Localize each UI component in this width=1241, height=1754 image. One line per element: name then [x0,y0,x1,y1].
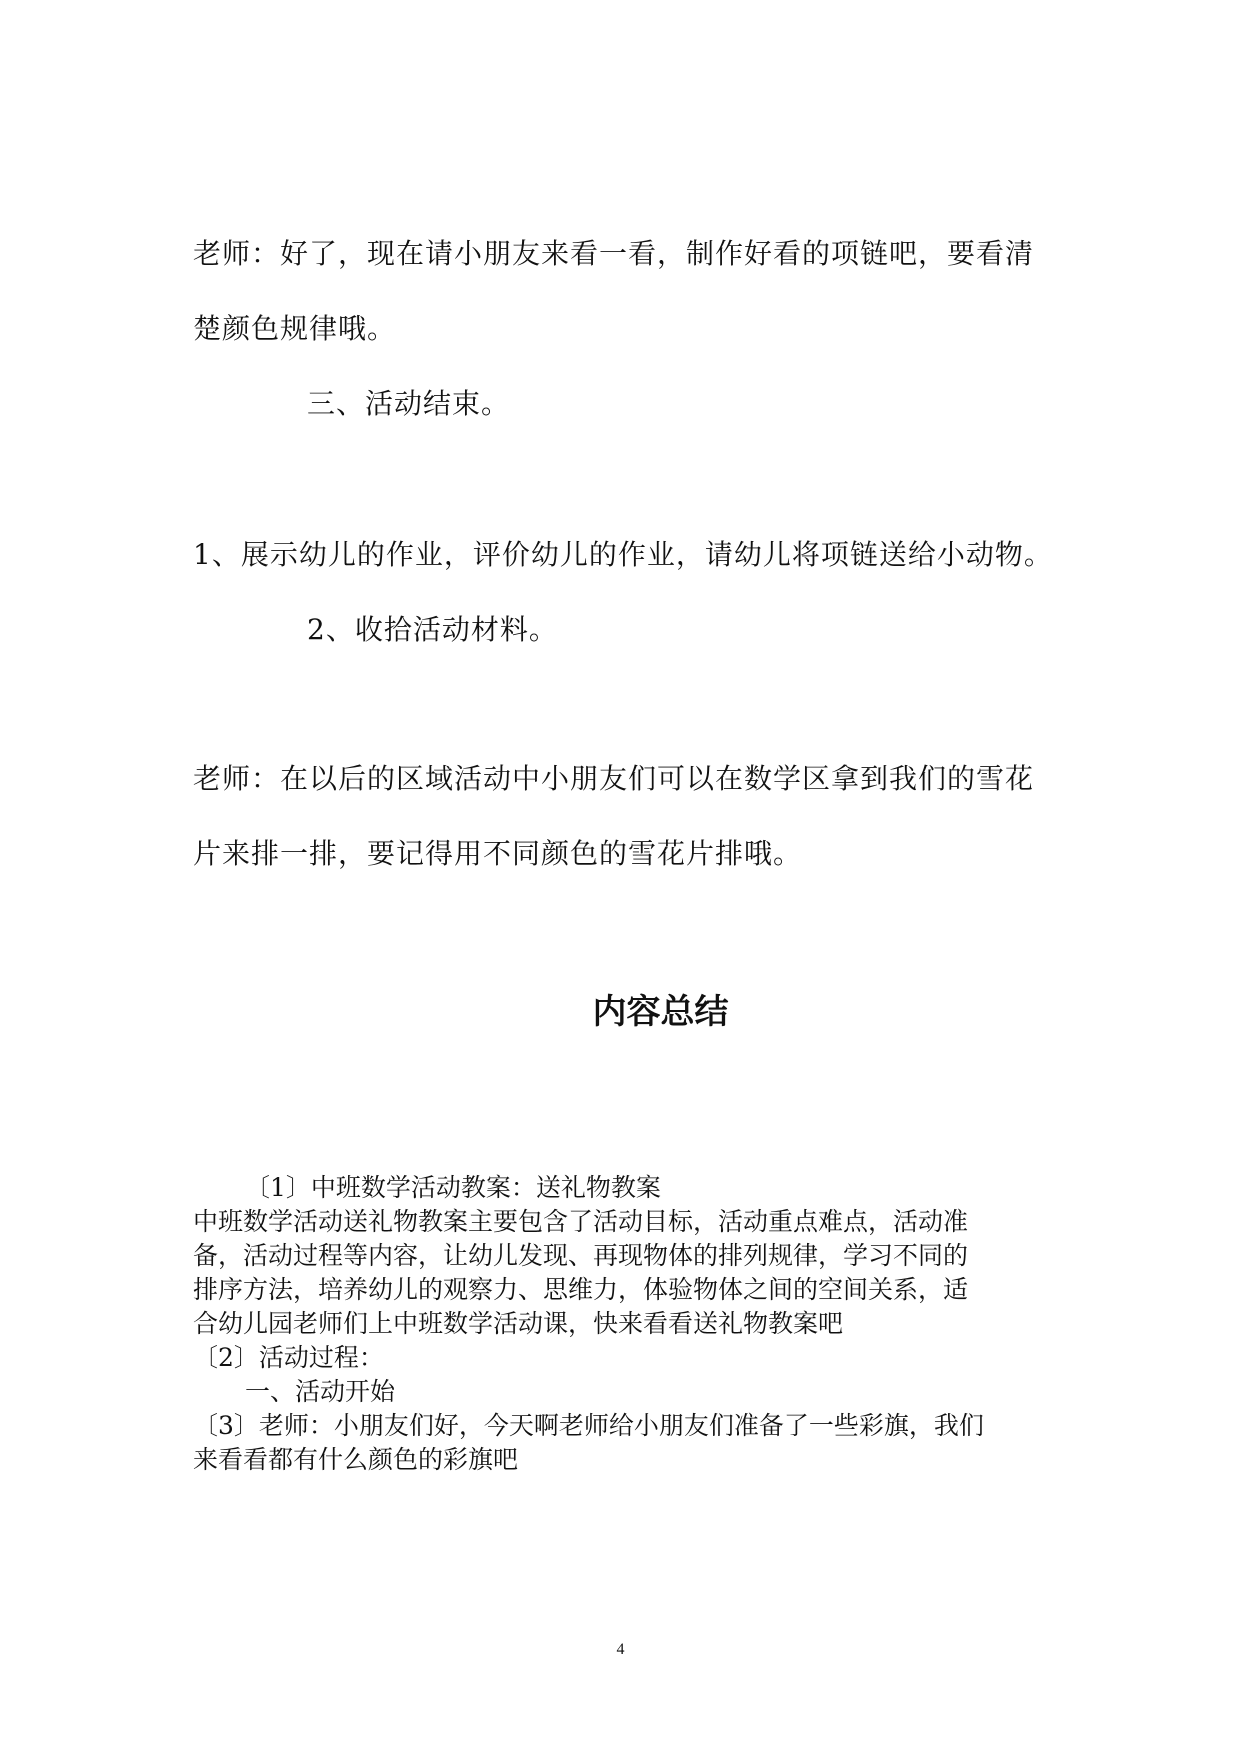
summary-line-4: 排序方法，培养幼儿的观察力、思维力，体验物体之间的空间关系，适 [193,1275,969,1304]
summary-line-5: 合幼儿园老师们上中班数学活动课，快来看看送礼物教案吧 [193,1309,844,1338]
page-number: 4 [616,1641,625,1658]
body-paragraph-1-line-2: 楚颜色规律哦。 [193,312,397,345]
summary-title: 内容总结 [592,992,729,1032]
body-paragraph-2-line-2: 片来排一排，要记得用不同颜色的雪花片排哦。 [193,837,803,870]
summary-line-1: 〔1〕中班数学活动教案：送礼物教案 [245,1173,661,1202]
summary-line-9: 来看看都有什么颜色的彩旗吧 [193,1445,519,1474]
section-heading-activity-end: 三、活动结束。 [307,387,511,420]
summary-line-7: 一、活动开始 [245,1377,396,1406]
body-paragraph-2-line-1: 老师：在以后的区域活动中小朋友们可以在数学区拿到我们的雪花 [193,762,1035,795]
list-item-2: 2、收拾活动材料。 [307,613,558,646]
summary-line-2: 中班数学活动送礼物教案主要包含了活动目标，活动重点难点，活动准 [193,1207,969,1236]
summary-line-6: 〔2〕活动过程： [193,1343,384,1372]
summary-line-3: 备，活动过程等内容，让幼儿发现、再现物体的排列规律，学习不同的 [193,1241,969,1270]
list-item-1: 1、展示幼儿的作业，评价幼儿的作业，请幼儿将项链送给小动物。 [193,538,1053,571]
body-paragraph-1-line-1: 老师：好了，现在请小朋友来看一看，制作好看的项链吧，要看清 [193,237,1035,270]
summary-line-8: 〔3〕老师：小朋友们好，今天啊老师给小朋友们准备了一些彩旗，我们 [193,1411,984,1440]
